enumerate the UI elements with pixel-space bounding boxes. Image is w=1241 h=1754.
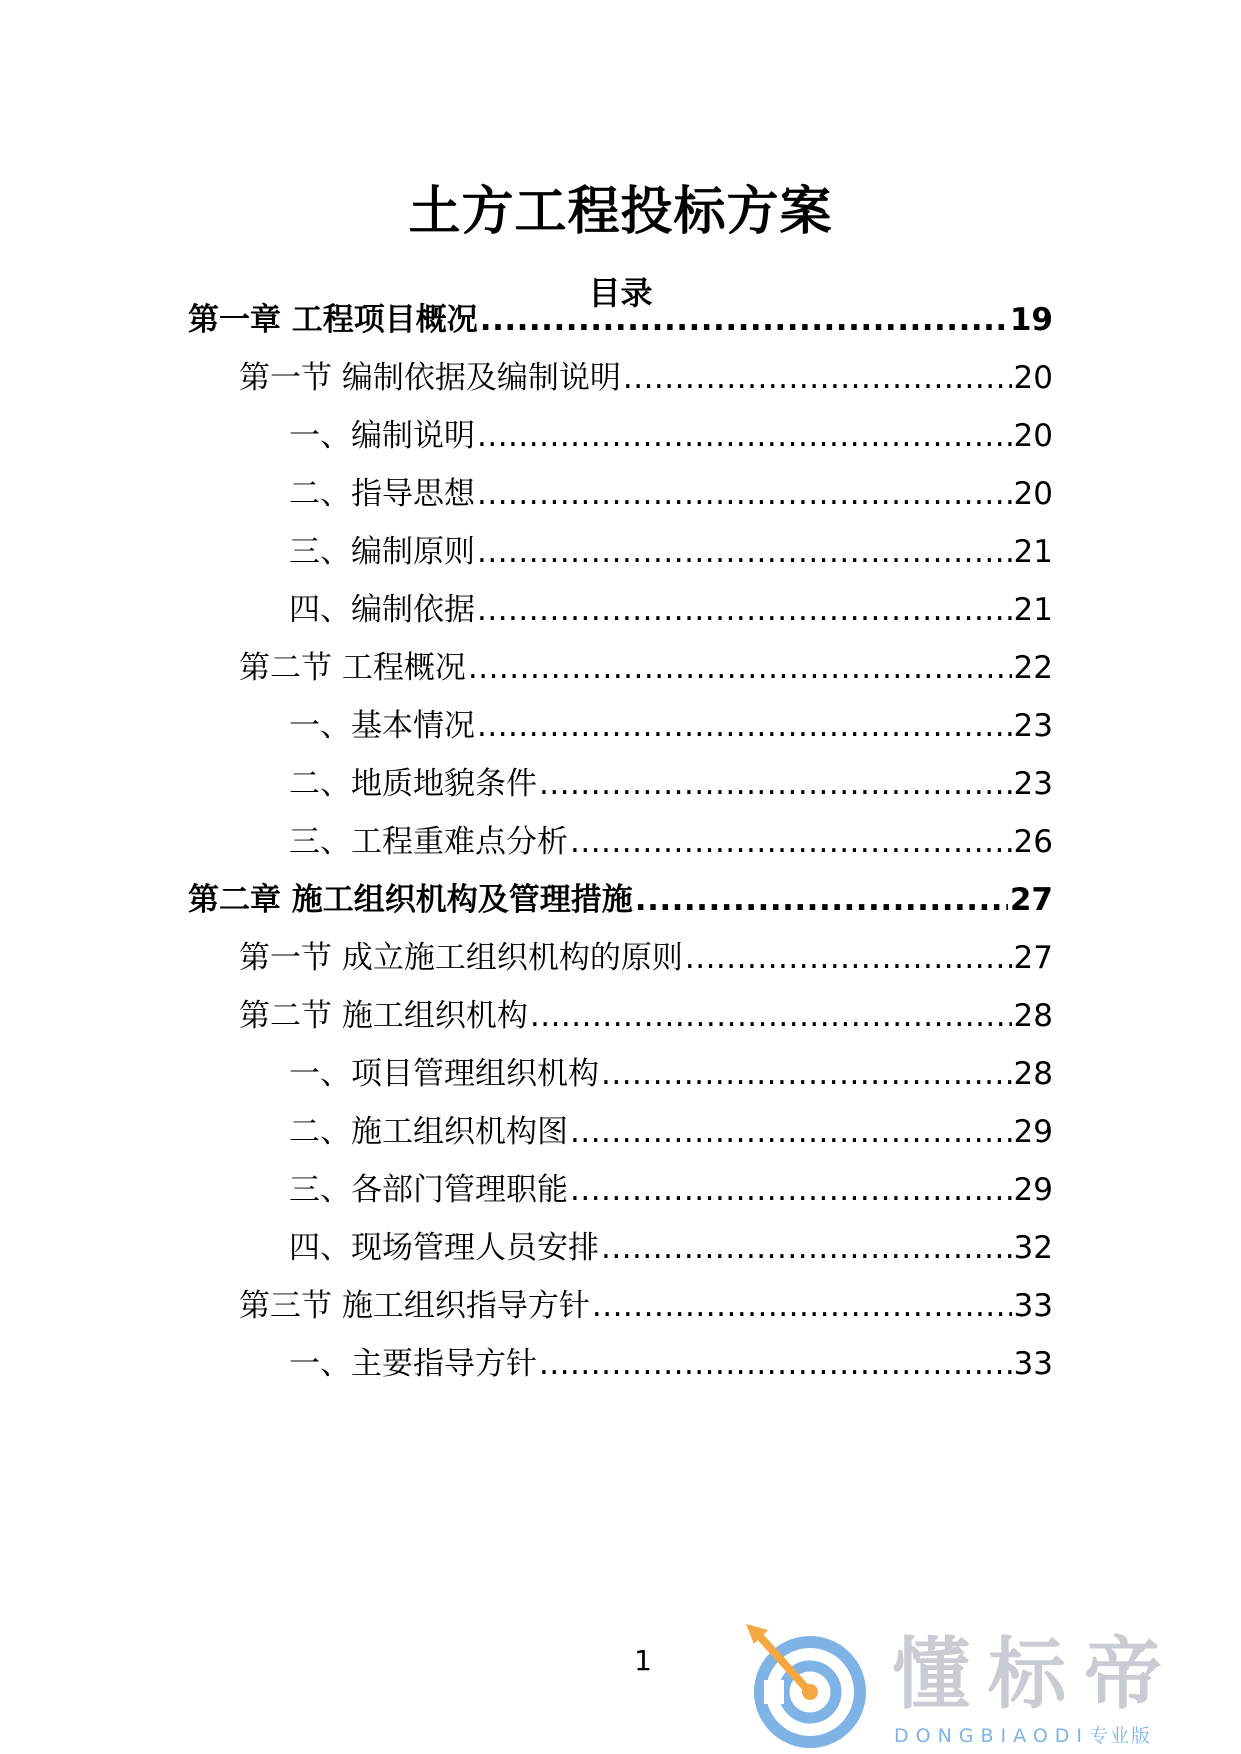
watermark-edition: 专业版 [1089,1725,1153,1747]
document-title: 土方工程投标方案 [408,182,833,242]
toc-entry[interactable] [289,1226,1053,1270]
toc-entry-page: 29 [1013,1172,1053,1208]
toc-entry-label: 第二节 工程概况 [239,650,466,686]
toc-entry[interactable] [289,472,1053,516]
toc-leader-dots [601,1052,1012,1096]
toc-entry-page: 27 [1009,882,1053,918]
toc-entry-label: 第一章 工程项目概况 [188,302,478,338]
toc-entry[interactable] [289,414,1053,458]
toc-entry-label: 第一节 成立施工组织机构的原则 [239,940,683,976]
toc-leader-dots [592,1284,1012,1328]
toc-entry-label: 四、现场管理人员安排 [289,1230,599,1266]
toc-leader-dots [539,1342,1012,1386]
toc-leader-dots [685,936,1012,980]
toc-leader-dots [539,762,1012,806]
toc-entry-page: 23 [1013,766,1053,802]
toc-entry-page: 21 [1013,592,1053,628]
toc-entry-label: 三、各部门管理职能 [289,1172,568,1208]
toc-entry-page: 20 [1013,360,1053,396]
toc-leader-dots [601,1226,1012,1270]
page-number: 1 [634,1644,652,1677]
toc-entry[interactable] [239,1284,1053,1328]
toc-entry[interactable] [289,1342,1053,1386]
toc-entry-label: 第二节 施工组织机构 [239,998,528,1034]
toc-entry-label: 第一节 编制依据及编制说明 [239,360,621,396]
toc-leader-dots [570,820,1012,864]
toc-leader-dots [477,530,1012,574]
toc-entry-label: 一、主要指导方针 [289,1346,537,1382]
toc-leader-dots [570,1110,1012,1154]
toc-leader-dots [477,414,1012,458]
toc-leader-dots [623,356,1012,400]
toc-entry-page: 23 [1013,708,1053,744]
toc-entry-page: 33 [1013,1346,1053,1382]
toc-entry-page: 20 [1013,476,1053,512]
toc-entry-label: 一、项目管理组织机构 [289,1056,599,1092]
toc-entry-page: 33 [1013,1288,1053,1324]
toc-leader-dots [570,1168,1012,1212]
toc-entry-page: 21 [1013,534,1053,570]
toc-entry[interactable] [188,878,1053,922]
toc-entry-page: 26 [1013,824,1053,860]
toc-entry-page: 20 [1013,418,1053,454]
toc-entry-label: 第三节 施工组织指导方针 [239,1288,590,1324]
toc-entry[interactable] [239,936,1053,980]
toc-entry[interactable] [289,762,1053,806]
toc-entry[interactable] [289,588,1053,632]
watermark-brand: 懂标帝 [892,1630,1181,1720]
toc-entry[interactable] [289,820,1053,864]
toc-entry-label: 三、编制原则 [289,534,475,570]
toc-entry-label: 一、基本情况 [289,708,475,744]
toc-entry[interactable] [289,1052,1053,1096]
toc-heading: 目录 [588,274,653,312]
toc-entry[interactable] [239,356,1053,400]
toc-entry-label: 四、编制依据 [289,592,475,628]
toc-entry-label: 三、工程重难点分析 [289,824,568,860]
toc-leader-dots [477,588,1012,632]
toc-entry-page: 19 [1009,302,1053,338]
toc-entry-page: 27 [1013,940,1053,976]
toc-entry-label: 第二章 施工组织机构及管理措施 [188,882,633,918]
toc-entry-page: 29 [1013,1114,1053,1150]
toc-entry-label: 二、地质地貌条件 [289,766,537,802]
toc-entry-label: 一、编制说明 [289,418,475,454]
watermark [742,1620,1222,1750]
watermark-subtitle-latin: DONGBIAODI [894,1725,1090,1747]
toc-entry-page: 32 [1013,1230,1053,1266]
toc-entry[interactable] [289,1110,1053,1154]
toc-entry-page: 28 [1013,1056,1053,1092]
toc-entry[interactable] [289,530,1053,574]
toc-entry-page: 22 [1013,650,1053,686]
toc-leader-dots [635,878,1008,922]
toc-entry[interactable] [289,1168,1053,1212]
toc-entry[interactable] [188,298,1053,342]
toc-leader-dots [477,472,1012,516]
toc-leader-dots [480,298,1008,342]
toc-entry-label: 二、施工组织机构图 [289,1114,568,1150]
watermark-subtitle [894,1724,1152,1748]
toc-leader-dots [477,704,1012,748]
toc-entry-label: 二、指导思想 [289,476,475,512]
toc-entry[interactable] [289,704,1053,748]
toc-leader-dots [468,646,1012,690]
toc-entry-page: 28 [1013,998,1053,1034]
toc-leader-dots [530,994,1012,1038]
toc-entry[interactable] [239,994,1053,1038]
target-arrow-icon [742,1620,872,1750]
toc-entry[interactable] [239,646,1053,690]
